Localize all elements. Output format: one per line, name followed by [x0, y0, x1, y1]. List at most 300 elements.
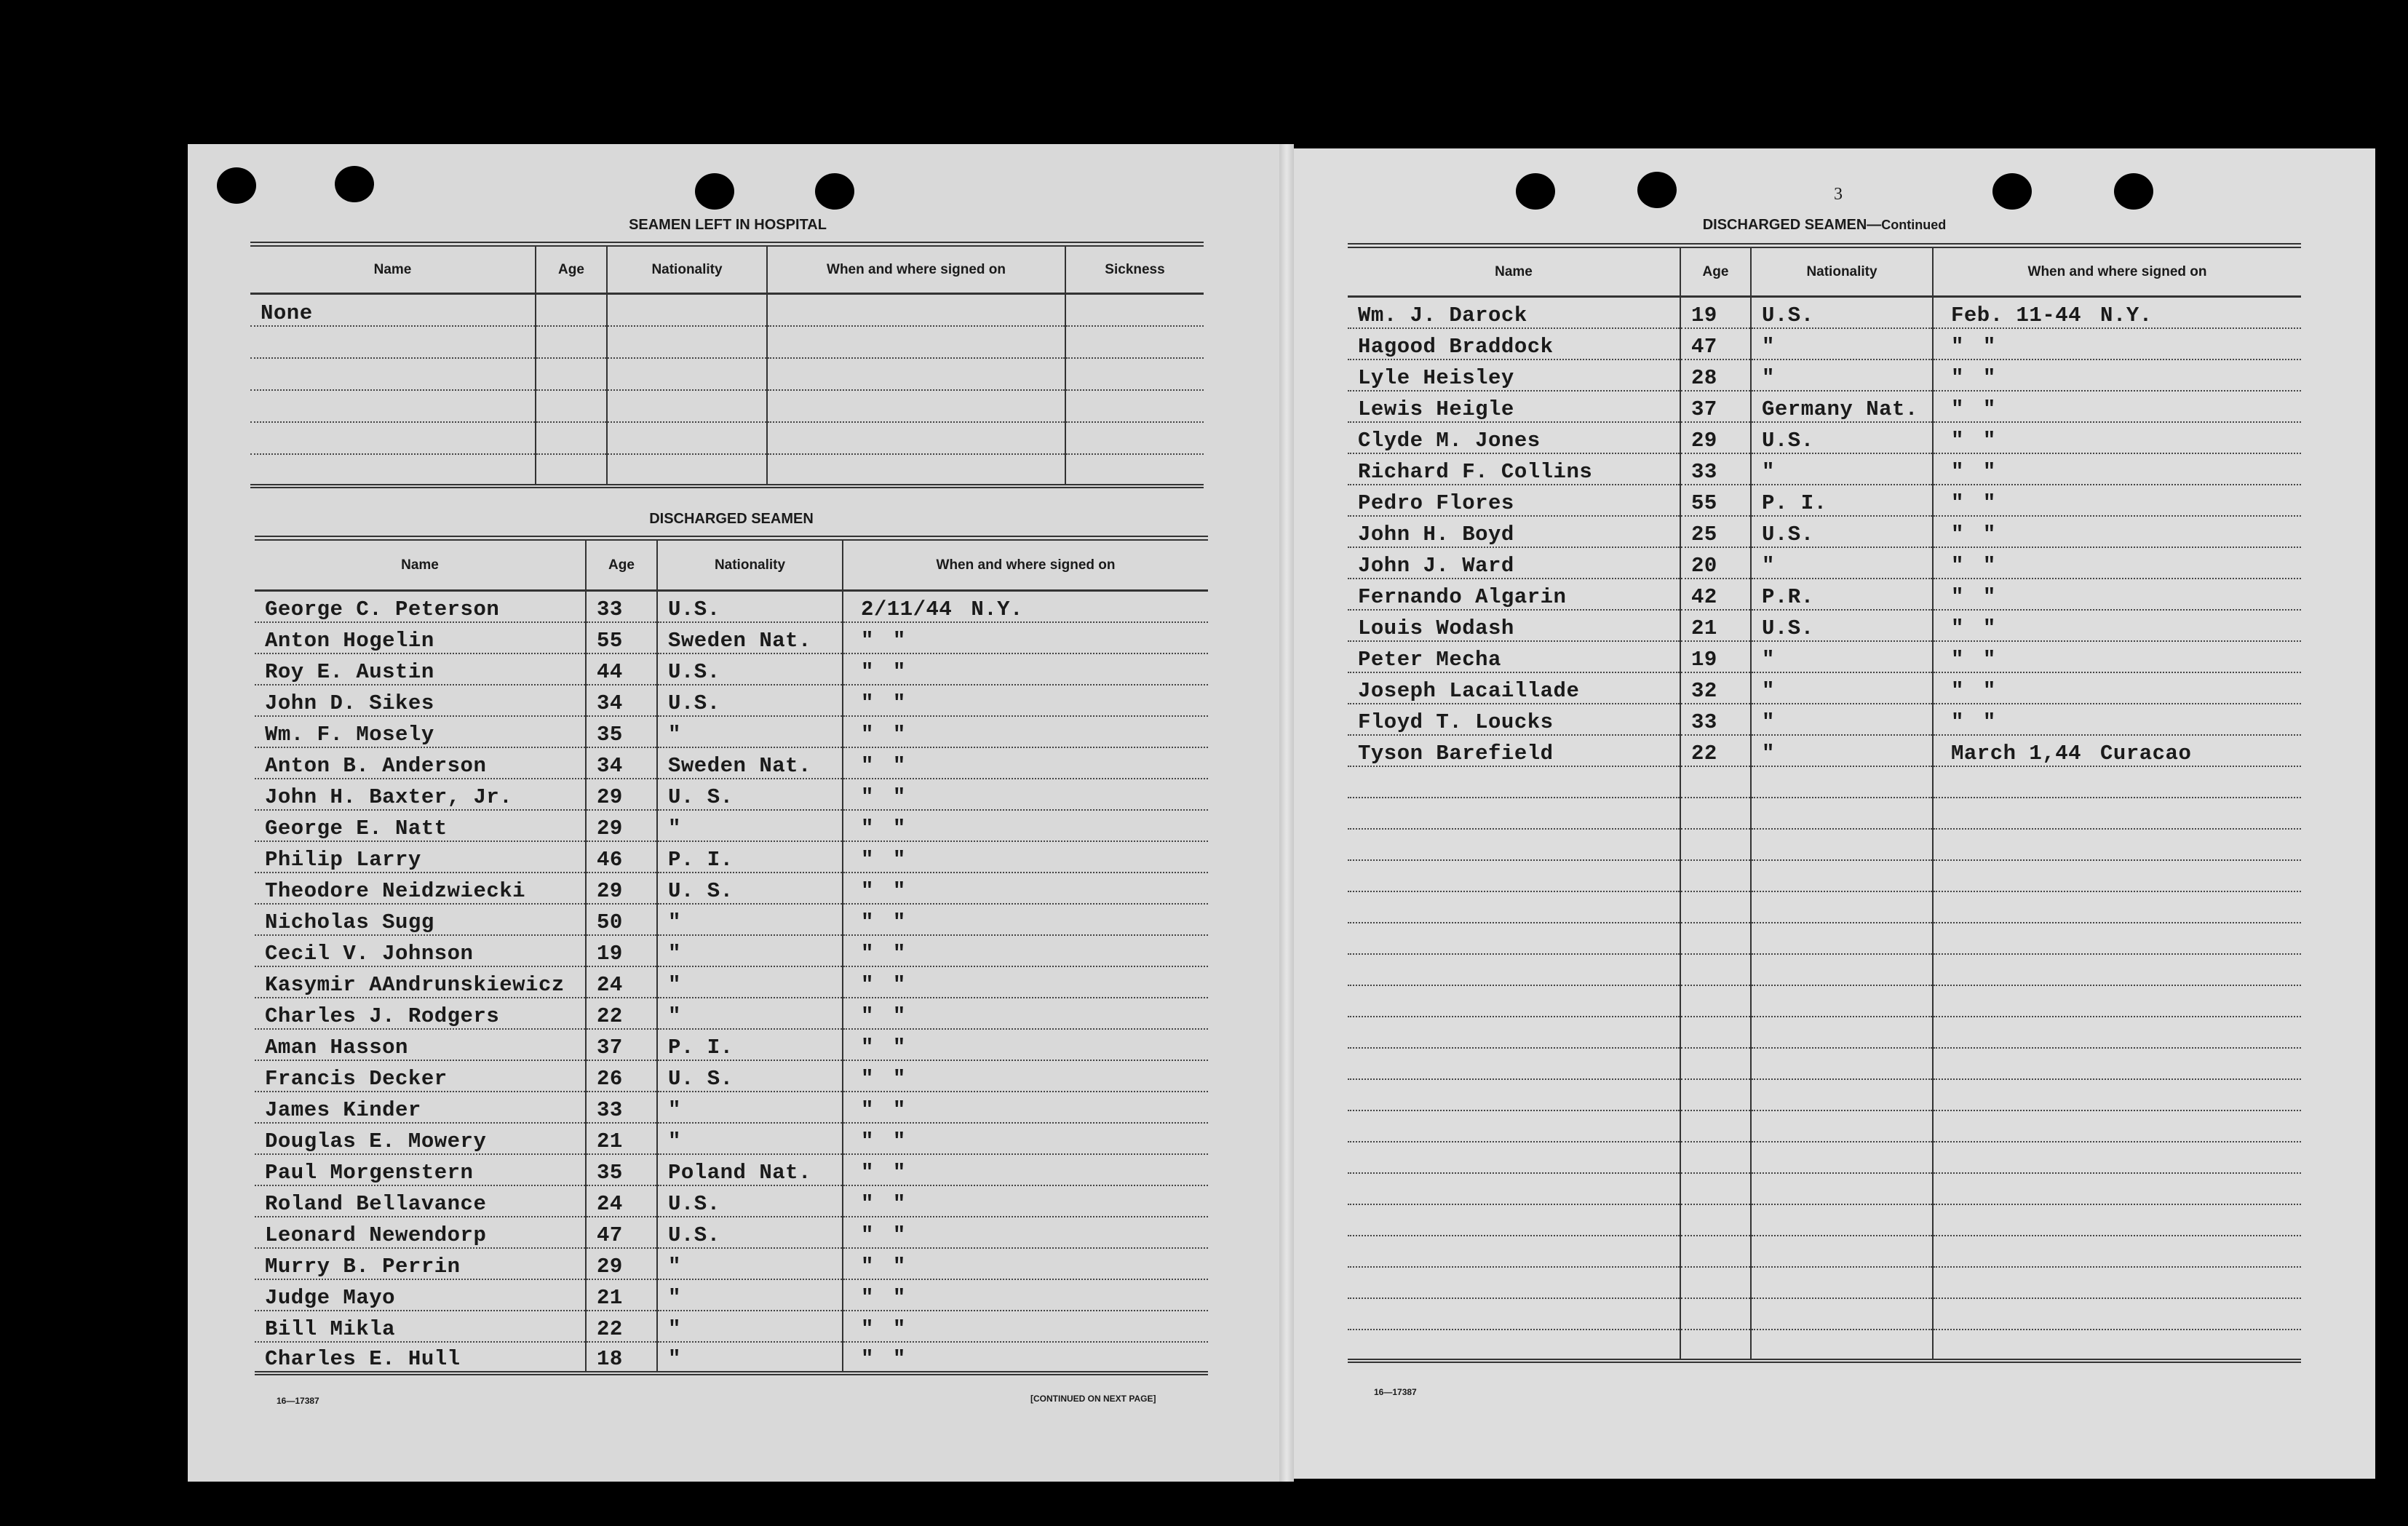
seaman-nationality: Sweden Nat. — [657, 622, 843, 653]
signed-date: " — [1951, 616, 1964, 640]
punch-hole — [1992, 173, 2032, 210]
signed-date: " — [861, 1097, 874, 1122]
signed-date: " — [861, 1066, 874, 1091]
table-row — [1348, 1110, 2301, 1142]
table-row — [255, 998, 1208, 1029]
signed-on-cell — [1933, 1017, 2301, 1048]
form-number: 16—17387 — [277, 1396, 319, 1406]
signed-on-cell — [843, 685, 1208, 716]
signed-on-cell — [843, 935, 1208, 966]
seaman-age: 24 — [586, 966, 657, 998]
table-row — [1348, 923, 2301, 954]
signed-place: " — [892, 722, 906, 747]
seaman-age — [1680, 1079, 1751, 1110]
seaman-nationality: U.S. — [1751, 297, 1933, 328]
seaman-age — [1680, 1173, 1751, 1204]
col-header-sickness: Sickness — [1065, 245, 1204, 294]
seaman-nationality: P. I. — [657, 1029, 843, 1060]
signed-place: " — [892, 1097, 906, 1122]
seaman-nationality: " — [657, 935, 843, 966]
signed-place: " — [892, 910, 906, 934]
seaman-name: Theodore Neidzwiecki — [255, 873, 586, 904]
seaman-age: 34 — [586, 747, 657, 779]
table-row — [1348, 985, 2301, 1017]
seaman-age — [1680, 766, 1751, 798]
signed-date: " — [861, 659, 874, 684]
signed-place: " — [1982, 710, 1996, 734]
seaman-nationality — [1751, 923, 1933, 954]
table-row — [1348, 891, 2301, 923]
signed-on-cell — [843, 591, 1208, 622]
seaman-age — [1680, 891, 1751, 923]
signed-date: " — [861, 1129, 874, 1153]
seaman-name — [1348, 1298, 1680, 1330]
seaman-nationality: " — [657, 998, 843, 1029]
signed-place: " — [1982, 428, 1996, 453]
signed-date: " — [861, 1160, 874, 1185]
seaman-age — [536, 422, 607, 454]
seaman-age: 34 — [586, 685, 657, 716]
seaman-age: 21 — [586, 1123, 657, 1154]
signed-on-cell — [843, 998, 1208, 1029]
signed-place: " — [892, 847, 906, 872]
seaman-age — [1680, 1017, 1751, 1048]
col-header-signed: When and where signed on — [843, 539, 1208, 591]
seaman-nationality: " — [1751, 328, 1933, 359]
signed-place: " — [892, 1066, 906, 1091]
seaman-nationality — [607, 326, 767, 358]
table-row — [255, 935, 1208, 966]
seaman-age — [1680, 1236, 1751, 1267]
seaman-name: John H. Baxter, Jr. — [255, 779, 586, 810]
table-row — [1348, 1236, 2301, 1267]
table-row — [1348, 1017, 2301, 1048]
seaman-nationality: U. S. — [657, 873, 843, 904]
table-row — [1348, 391, 2301, 422]
table-row — [1348, 1173, 2301, 1204]
signed-date: " — [861, 1004, 874, 1028]
seaman-age: 26 — [586, 1060, 657, 1092]
table-row — [1348, 516, 2301, 547]
signed-on-cell — [767, 390, 1065, 422]
seaman-name — [1348, 985, 1680, 1017]
sickness-cell — [1065, 390, 1204, 422]
col-header-nationality: Nationality — [1751, 246, 1933, 297]
seaman-name: Douglas E. Mowery — [255, 1123, 586, 1154]
discharged-section-title: DISCHARGED SEAMEN — [649, 511, 814, 527]
signed-on-cell — [1933, 359, 2301, 391]
signed-date: " — [861, 1285, 874, 1310]
sickness-cell — [1065, 422, 1204, 454]
table-row — [255, 1217, 1208, 1248]
signed-place: " — [892, 1160, 906, 1185]
table-row — [250, 390, 1204, 422]
table-row — [255, 1154, 1208, 1185]
seaman-age — [1680, 985, 1751, 1017]
seaman-name: John J. Ward — [1348, 547, 1680, 579]
table-row — [250, 294, 1204, 326]
seaman-age: 28 — [1680, 359, 1751, 391]
signed-on-cell — [767, 294, 1065, 326]
seaman-name — [1348, 1267, 1680, 1298]
seaman-name: Charles J. Rodgers — [255, 998, 586, 1029]
seaman-name: Aman Hasson — [255, 1029, 586, 1060]
signed-on-cell — [1933, 1267, 2301, 1298]
seaman-age: 46 — [586, 841, 657, 873]
table-row — [250, 422, 1204, 454]
seaman-nationality: " — [657, 1123, 843, 1154]
seaman-nationality: U. S. — [657, 779, 843, 810]
sickness-cell — [1065, 454, 1204, 486]
signed-date: " — [1951, 522, 1964, 547]
signed-place: " — [892, 753, 906, 778]
seaman-nationality: " — [657, 966, 843, 998]
signed-on-cell — [843, 1060, 1208, 1092]
seaman-age — [1680, 1204, 1751, 1236]
seaman-age: 25 — [1680, 516, 1751, 547]
seaman-name: John H. Boyd — [1348, 516, 1680, 547]
col-header-age: Age — [586, 539, 657, 591]
signed-on-cell — [843, 1092, 1208, 1123]
signed-on-cell — [1933, 297, 2301, 328]
signed-on-cell — [843, 810, 1208, 841]
seaman-nationality: " — [657, 1342, 843, 1373]
seaman-name — [1348, 1142, 1680, 1173]
signed-on-cell — [767, 358, 1065, 390]
signed-place: " — [1982, 584, 1996, 609]
seaman-nationality: " — [657, 1092, 843, 1123]
signed-on-cell — [843, 1279, 1208, 1311]
seaman-age: 33 — [586, 1092, 657, 1123]
col-header-signed: When and where signed on — [767, 245, 1065, 294]
seaman-nationality: " — [657, 1279, 843, 1311]
signed-place: " — [892, 691, 906, 715]
signed-date: " — [861, 691, 874, 715]
signed-place: " — [892, 878, 906, 903]
seaman-nationality — [1751, 1142, 1933, 1173]
signed-place: " — [892, 1191, 906, 1216]
seaman-age: 29 — [586, 779, 657, 810]
seaman-nationality — [1751, 985, 1933, 1017]
signed-place: " — [892, 659, 906, 684]
signed-date: " — [1951, 710, 1964, 734]
signed-place: " — [892, 1004, 906, 1028]
seaman-name: Lewis Heigle — [1348, 391, 1680, 422]
signed-place: " — [892, 628, 906, 653]
seaman-age: 21 — [586, 1279, 657, 1311]
signed-on-cell — [843, 1154, 1208, 1185]
seaman-name: Judge Mayo — [255, 1279, 586, 1311]
seaman-nationality — [1751, 1017, 1933, 1048]
seaman-name: Joseph Lacaillade — [1348, 672, 1680, 704]
title-suffix: Continued — [1881, 218, 1947, 232]
seaman-name — [1348, 923, 1680, 954]
seaman-age — [536, 390, 607, 422]
signed-place: Curacao — [2100, 741, 2192, 766]
seaman-age — [536, 454, 607, 486]
signed-on-cell — [1933, 704, 2301, 735]
signed-place: " — [892, 1346, 906, 1371]
signed-on-cell — [1933, 860, 2301, 891]
seaman-age: 47 — [586, 1217, 657, 1248]
seaman-nationality: " — [1751, 547, 1933, 579]
signed-on-cell — [1933, 422, 2301, 453]
seaman-name — [1348, 1048, 1680, 1079]
signed-date: " — [1951, 365, 1964, 390]
signed-date: " — [861, 1346, 874, 1371]
table-row — [1348, 297, 2301, 328]
signed-on-cell — [1933, 641, 2301, 672]
seaman-age — [1680, 829, 1751, 860]
seaman-name — [1348, 1204, 1680, 1236]
signed-date: " — [1951, 334, 1964, 359]
seaman-nationality — [1751, 1267, 1933, 1298]
table-row — [1348, 1204, 2301, 1236]
signed-on-cell — [1933, 1142, 2301, 1173]
seaman-age: 35 — [586, 716, 657, 747]
seaman-nationality — [1751, 954, 1933, 985]
signed-on-cell — [1933, 1236, 2301, 1267]
signed-date: " — [861, 753, 874, 778]
seaman-nationality — [1751, 1173, 1933, 1204]
signed-date: " — [861, 1035, 874, 1060]
table-row — [255, 810, 1208, 841]
discharged-table — [255, 536, 1208, 1375]
table-row — [255, 1123, 1208, 1154]
table-row — [255, 653, 1208, 685]
seaman-age — [536, 294, 607, 326]
signed-on-cell — [1933, 1298, 2301, 1330]
signed-place: " — [892, 816, 906, 841]
seaman-name: George E. Natt — [255, 810, 586, 841]
signed-place: " — [892, 1129, 906, 1153]
seaman-age: 55 — [586, 622, 657, 653]
seaman-age: 19 — [1680, 641, 1751, 672]
seaman-nationality — [607, 422, 767, 454]
table-row — [1348, 579, 2301, 610]
table-row — [1348, 610, 2301, 641]
signed-on-cell — [1933, 1079, 2301, 1110]
signed-on-cell — [767, 454, 1065, 486]
hospital-table — [250, 242, 1204, 488]
seaman-nationality: " — [657, 1311, 843, 1342]
signed-date: " — [861, 878, 874, 903]
seaman-age: 33 — [586, 591, 657, 622]
seaman-name: Francis Decker — [255, 1060, 586, 1092]
seaman-name: Roy E. Austin — [255, 653, 586, 685]
seaman-name — [1348, 860, 1680, 891]
table-row — [1348, 672, 2301, 704]
seaman-name: Fernando Algarin — [1348, 579, 1680, 610]
signed-date: " — [861, 1191, 874, 1216]
sickness-cell — [1065, 294, 1204, 326]
col-header-nationality: Nationality — [607, 245, 767, 294]
signed-date: " — [861, 910, 874, 934]
seaman-name: Peter Mecha — [1348, 641, 1680, 672]
seaman-age — [1680, 923, 1751, 954]
table-row — [1348, 735, 2301, 766]
seaman-name — [1348, 1330, 1680, 1361]
seaman-age — [1680, 1267, 1751, 1298]
signed-on-cell — [843, 1248, 1208, 1279]
table-row — [250, 454, 1204, 486]
seaman-age — [536, 358, 607, 390]
table-row — [255, 1185, 1208, 1217]
seaman-name — [250, 326, 536, 358]
table-row — [1348, 1079, 2301, 1110]
table-row — [1348, 766, 2301, 798]
seaman-nationality: " — [657, 716, 843, 747]
signed-on-cell — [1933, 516, 2301, 547]
signed-on-cell — [843, 747, 1208, 779]
seaman-nationality — [607, 390, 767, 422]
signed-on-cell — [1933, 1204, 2301, 1236]
seaman-nationality — [1751, 1204, 1933, 1236]
seaman-age: 42 — [1680, 579, 1751, 610]
signed-date: " — [861, 722, 874, 747]
table-row — [1348, 1048, 2301, 1079]
signed-on-cell — [1933, 1048, 2301, 1079]
seaman-age: 22 — [586, 1311, 657, 1342]
table-row — [1348, 1298, 2301, 1330]
table-row — [255, 966, 1208, 998]
signed-place: N.Y. — [2100, 303, 2153, 327]
seaman-nationality: U.S. — [1751, 610, 1933, 641]
seaman-age: 29 — [586, 810, 657, 841]
seaman-name — [1348, 954, 1680, 985]
punch-hole — [217, 167, 256, 204]
seaman-nationality: U.S. — [657, 1217, 843, 1248]
table-row — [255, 1248, 1208, 1279]
col-header-signed: When and where signed on — [1933, 246, 2301, 297]
signed-date: " — [1951, 647, 1964, 672]
seaman-age: 29 — [586, 1248, 657, 1279]
seaman-nationality — [1751, 766, 1933, 798]
table-row — [255, 1342, 1208, 1373]
table-row — [255, 622, 1208, 653]
seaman-name — [250, 358, 536, 390]
signed-place: N.Y. — [971, 597, 1023, 621]
col-header-name: Name — [250, 245, 536, 294]
seaman-name: Wm. F. Mosely — [255, 716, 586, 747]
seaman-nationality — [607, 454, 767, 486]
signed-on-cell — [843, 873, 1208, 904]
sickness-cell — [1065, 326, 1204, 358]
table-row — [255, 685, 1208, 716]
seaman-name: Philip Larry — [255, 841, 586, 873]
signed-place: " — [892, 784, 906, 809]
table-row — [255, 747, 1208, 779]
seaman-nationality: U.S. — [657, 1185, 843, 1217]
table-row — [1348, 485, 2301, 516]
seaman-nationality: " — [1751, 704, 1933, 735]
seaman-name: Pedro Flores — [1348, 485, 1680, 516]
signed-on-cell — [843, 841, 1208, 873]
seaman-nationality: Poland Nat. — [657, 1154, 843, 1185]
signed-place: " — [892, 1223, 906, 1247]
table-row — [255, 591, 1208, 622]
seaman-nationality: " — [1751, 359, 1933, 391]
seaman-nationality: " — [657, 904, 843, 935]
table-row — [1348, 1267, 2301, 1298]
seaman-nationality: U.S. — [1751, 516, 1933, 547]
sickness-cell — [1065, 358, 1204, 390]
seaman-age: 37 — [586, 1029, 657, 1060]
seaman-nationality — [1751, 798, 1933, 829]
seaman-name — [1348, 1017, 1680, 1048]
seaman-name: Roland Bellavance — [255, 1185, 586, 1217]
signed-on-cell — [1933, 923, 2301, 954]
signed-date: " — [861, 847, 874, 872]
signed-on-cell — [1933, 328, 2301, 359]
signed-on-cell — [843, 653, 1208, 685]
signed-date: " — [1951, 459, 1964, 484]
seaman-nationality: P. I. — [1751, 485, 1933, 516]
signed-place: " — [1982, 647, 1996, 672]
signed-date: " — [861, 1316, 874, 1341]
seaman-age — [536, 326, 607, 358]
signed-place: " — [1982, 365, 1996, 390]
seaman-nationality: " — [1751, 641, 1933, 672]
signed-date: " — [861, 1223, 874, 1247]
seaman-nationality — [1751, 829, 1933, 860]
signed-on-cell — [767, 422, 1065, 454]
col-header-age: Age — [536, 245, 607, 294]
signed-date: 2/11/44 — [861, 597, 953, 621]
seaman-name: Kasymir AAndrunskiewicz — [255, 966, 586, 998]
seaman-nationality: Sweden Nat. — [657, 747, 843, 779]
seaman-name: Anton B. Anderson — [255, 747, 586, 779]
seaman-name: Anton Hogelin — [255, 622, 586, 653]
signed-on-cell — [843, 622, 1208, 653]
seaman-name — [1348, 798, 1680, 829]
signed-date: " — [861, 784, 874, 809]
table-row — [255, 779, 1208, 810]
seaman-age: 35 — [586, 1154, 657, 1185]
signed-place: " — [1982, 616, 1996, 640]
seaman-age — [1680, 1048, 1751, 1079]
signed-place: " — [1982, 490, 1996, 515]
seaman-name: Leonard Newendorp — [255, 1217, 586, 1248]
signed-on-cell — [1933, 891, 2301, 923]
signed-on-cell — [1933, 829, 2301, 860]
seaman-age: 29 — [1680, 422, 1751, 453]
seaman-name: Wm. J. Darock — [1348, 297, 1680, 328]
signed-date: " — [861, 972, 874, 997]
signed-on-cell — [1933, 579, 2301, 610]
table-row — [255, 841, 1208, 873]
page-fold — [1279, 144, 1294, 1482]
signed-on-cell — [1933, 672, 2301, 704]
table-row — [255, 1092, 1208, 1123]
seaman-name: Nicholas Sugg — [255, 904, 586, 935]
signed-on-cell — [1933, 610, 2301, 641]
signed-date: March 1,44 — [1951, 741, 2082, 766]
signed-place: " — [892, 1254, 906, 1279]
seaman-age: 20 — [1680, 547, 1751, 579]
seaman-name — [250, 454, 536, 486]
seaman-name: John D. Sikes — [255, 685, 586, 716]
table-row — [255, 1060, 1208, 1092]
table-row — [1348, 453, 2301, 485]
punch-hole — [1516, 173, 1555, 210]
seaman-age: 33 — [1680, 453, 1751, 485]
signed-place: " — [892, 972, 906, 997]
seaman-nationality — [1751, 891, 1933, 923]
punch-hole — [1637, 172, 1677, 208]
signed-place: " — [1982, 459, 1996, 484]
seaman-name: None — [250, 294, 536, 326]
